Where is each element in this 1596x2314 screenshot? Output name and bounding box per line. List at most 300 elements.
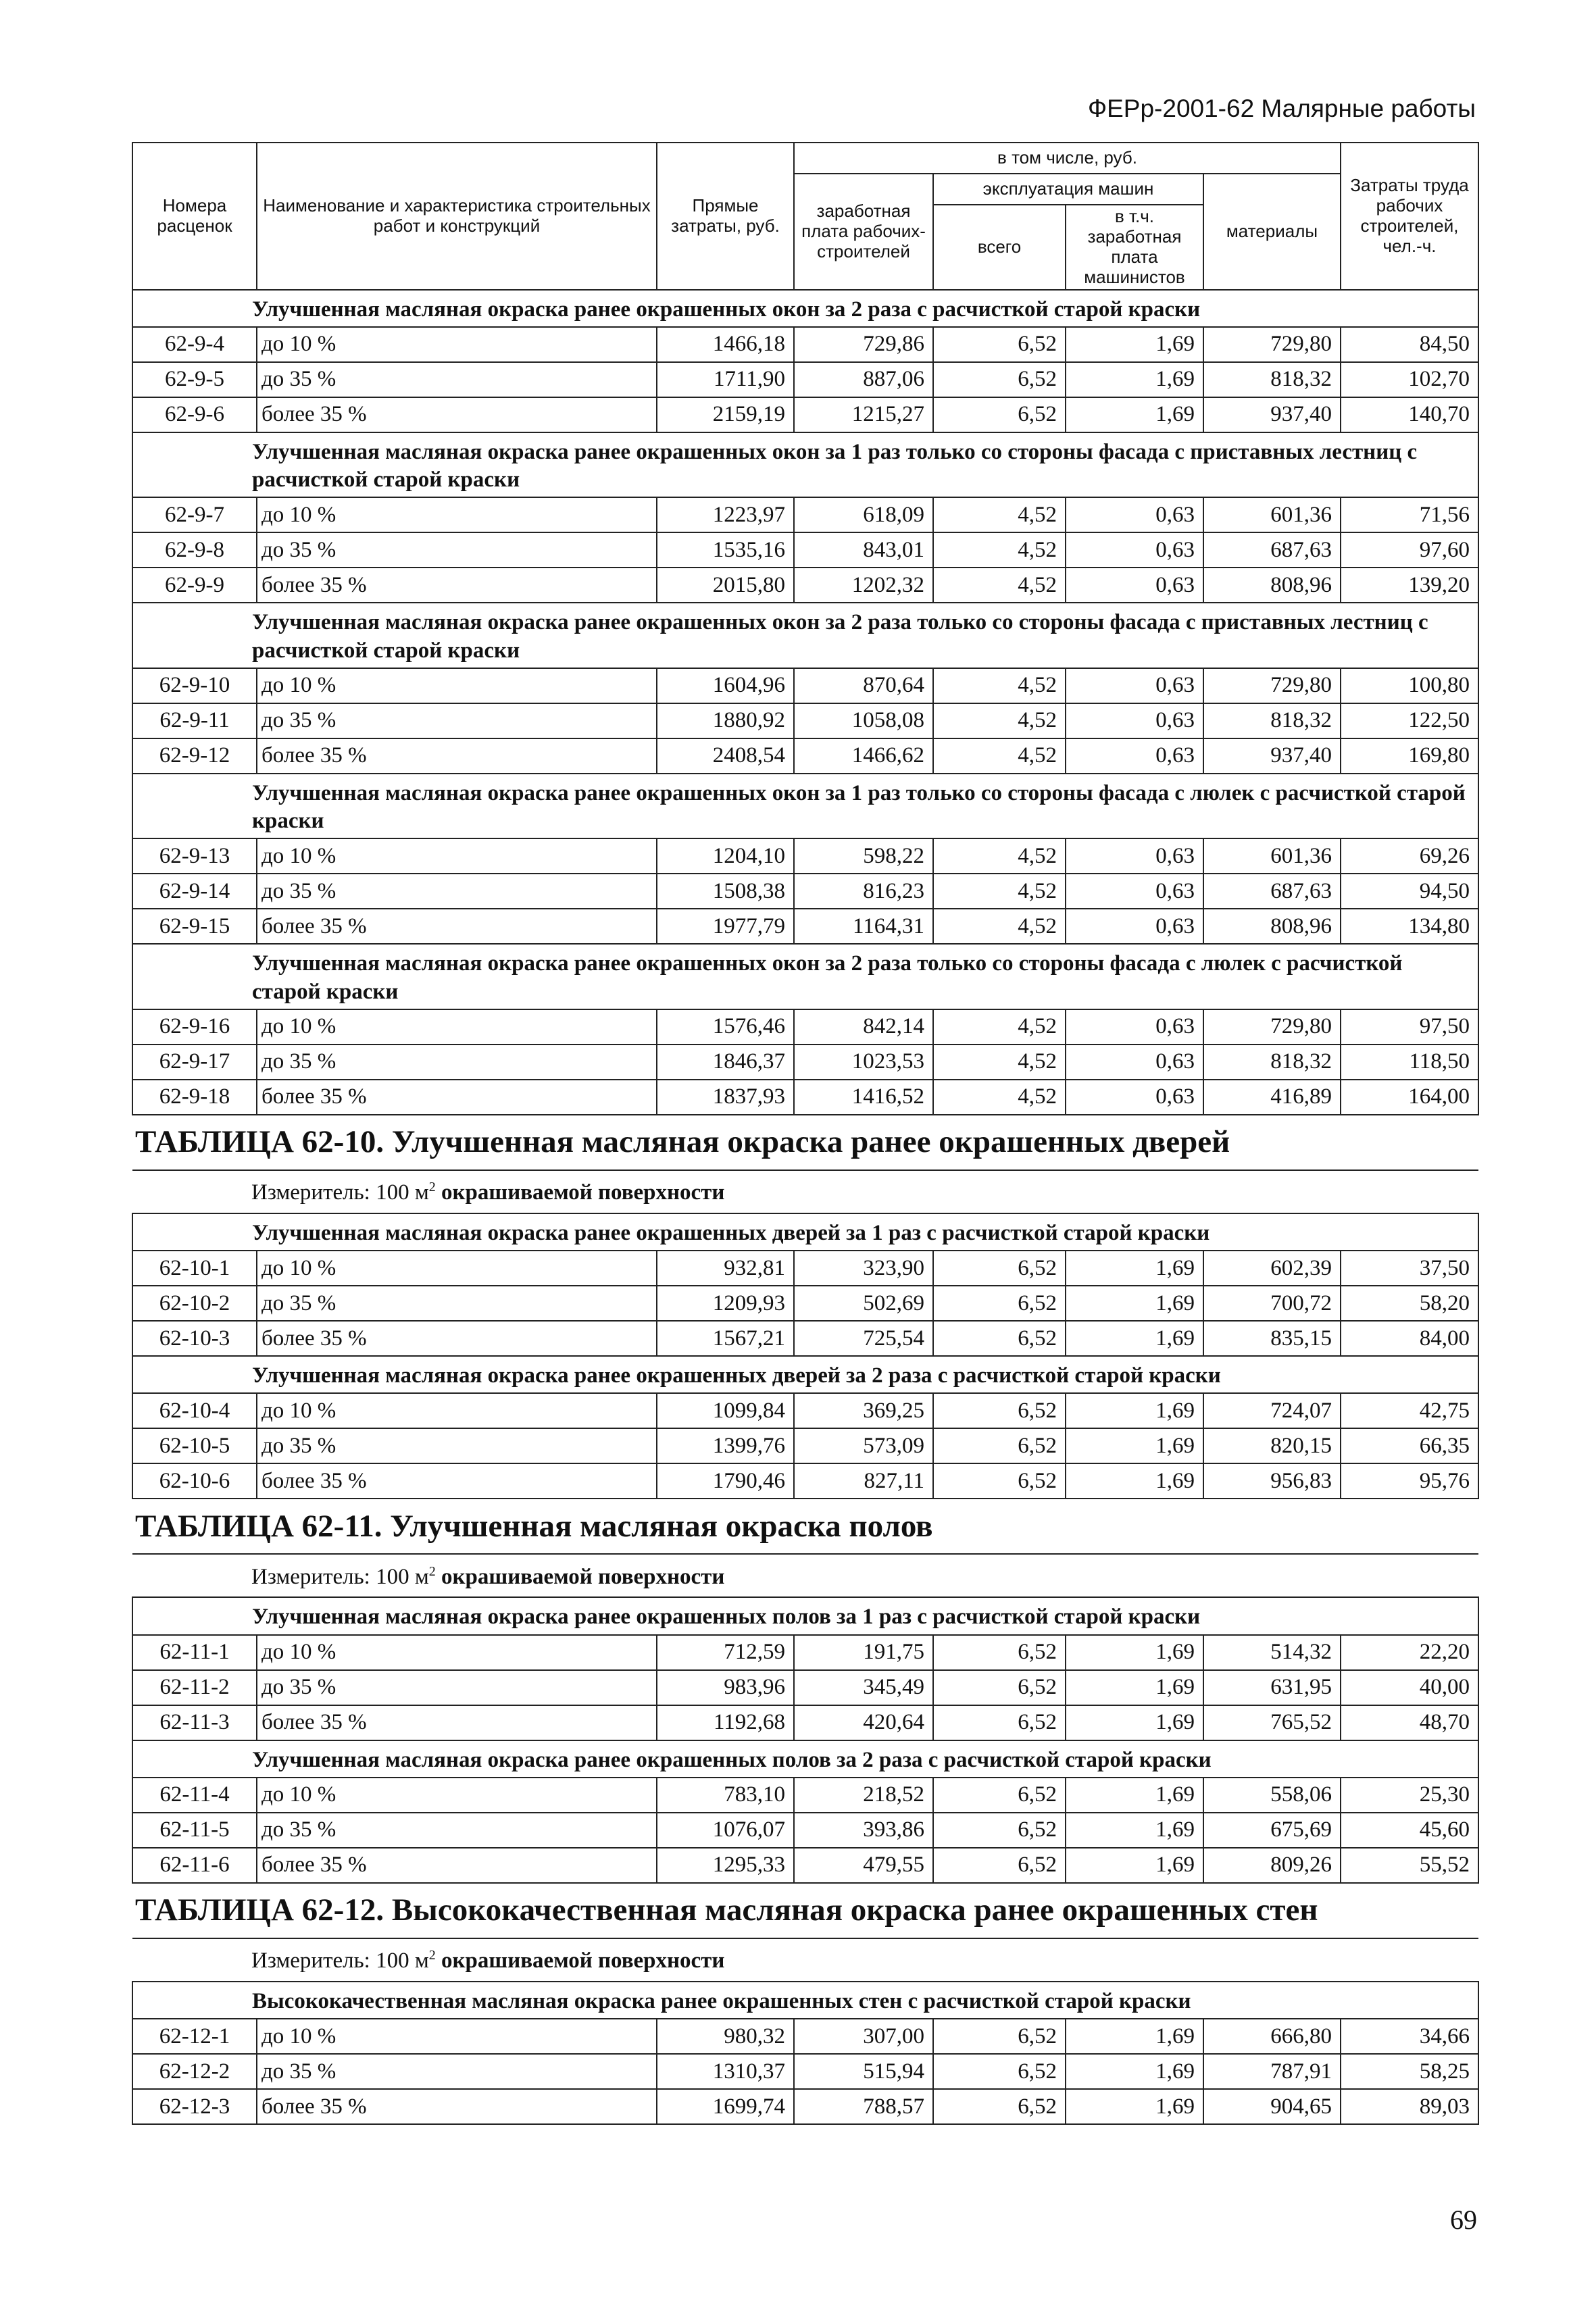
rate-name-cell: более 35 %: [257, 909, 657, 944]
materials-cell: 687,63: [1203, 532, 1341, 568]
rate-name-cell: до 10 %: [257, 1009, 657, 1045]
meter-exponent: 2: [428, 1563, 436, 1579]
labor-costs-cell: 84,50: [1341, 327, 1478, 362]
running-header: ФЕРр-2001-62 Малярные работы: [1087, 95, 1476, 122]
machinists-wages-cell: 1,69: [1066, 1286, 1203, 1321]
table-row: [132, 874, 1478, 909]
meter-suffix: окрашиваемой поверхности: [435, 1180, 725, 1205]
machinists-wages-cell: 1,69: [1066, 397, 1203, 432]
materials-cell: 729,80: [1203, 668, 1341, 703]
machines-total-cell: 4,52: [933, 874, 1066, 909]
section-header-row: [132, 944, 1478, 1009]
machines-total-cell: 6,52: [933, 1778, 1066, 1813]
machinists-wages-cell: 1,69: [1066, 2054, 1203, 2089]
header-machinists-wages: в т.ч. заработная плата машинистов: [1066, 205, 1203, 290]
labor-costs-cell: 97,50: [1341, 1009, 1478, 1045]
rate-code-cell: 62-9-15: [132, 909, 257, 944]
direct-costs-cell: 983,96: [657, 1670, 794, 1705]
direct-costs-cell: 932,81: [657, 1251, 794, 1286]
meter-exponent: 2: [428, 1180, 436, 1195]
rate-name-cell: более 35 %: [257, 1705, 657, 1740]
table-row: [132, 1428, 1478, 1463]
section-title: Улучшенная масляная окраска ранее окрашенных дверей за 1 раз с расчисткой старой краски: [132, 1213, 1478, 1251]
section-header-row: [132, 1213, 1478, 1251]
wages-cell: 502,69: [794, 1286, 933, 1321]
table-row: [132, 327, 1478, 362]
rate-name-cell: более 35 %: [257, 1463, 657, 1499]
table-row: [132, 1393, 1478, 1428]
header-wages: заработная плата рабочих-строителей: [794, 174, 933, 290]
rate-code-cell: 62-10-2: [132, 1286, 257, 1321]
rate-name-cell: до 35 %: [257, 703, 657, 738]
section-title: Улучшенная масляная окраска ранее окрашенных окон за 1 раз только со стороны фасада с приставных лестниц с расчисткой старой краски: [132, 432, 1478, 498]
header-materials: материалы: [1203, 174, 1341, 290]
section-title: Улучшенная масляная окраска ранее окрашенных окон за 2 раза только со стороны фасада с приставных лестниц с расчисткой старой краски: [132, 603, 1478, 668]
machines-total-cell: 6,52: [933, 1286, 1066, 1321]
rate-code-cell: 62-9-6: [132, 397, 257, 432]
materials-cell: 808,96: [1203, 568, 1341, 603]
materials-cell: 687,63: [1203, 874, 1341, 909]
table-title: ТАБЛИЦА 62-11. Улучшенная масляная окраска полов: [132, 1499, 1478, 1554]
section-header-row: [132, 1597, 1478, 1634]
rate-name-cell: до 35 %: [257, 874, 657, 909]
materials-cell: 818,32: [1203, 362, 1341, 397]
table-row: [132, 1635, 1478, 1670]
wages-cell: 1466,62: [794, 738, 933, 774]
table-row: [132, 1463, 1478, 1499]
table-title: ТАБЛИЦА 62-12. Высококачественная масляная окраска ранее окрашенных стен: [132, 1883, 1478, 1938]
materials-cell: 818,32: [1203, 1045, 1341, 1080]
machines-total-cell: 6,52: [933, 1705, 1066, 1740]
machinists-wages-cell: 1,69: [1066, 362, 1203, 397]
direct-costs-cell: 1399,76: [657, 1428, 794, 1463]
materials-cell: 820,15: [1203, 1428, 1341, 1463]
table-row: [132, 1778, 1478, 1813]
wages-cell: 729,86: [794, 327, 933, 362]
wages-cell: 191,75: [794, 1635, 933, 1670]
wages-cell: 573,09: [794, 1428, 933, 1463]
machinists-wages-cell: 1,69: [1066, 2019, 1203, 2054]
meter-exponent: 2: [428, 1948, 436, 1963]
section-header-row: [132, 774, 1478, 839]
rate-name-cell: до 10 %: [257, 497, 657, 532]
table-title-row: [132, 1115, 1478, 1170]
materials-cell: 809,26: [1203, 1848, 1341, 1883]
materials-cell: 416,89: [1203, 1080, 1341, 1115]
header-machines-total: всего: [933, 205, 1066, 290]
rate-code-cell: 62-10-4: [132, 1393, 257, 1428]
machinists-wages-cell: 1,69: [1066, 1251, 1203, 1286]
header-name: Наименование и характеристика строительных работ и конструкций: [257, 143, 657, 290]
table-row: [132, 532, 1478, 568]
wages-cell: 843,01: [794, 532, 933, 568]
section-title: Улучшенная масляная окраска ранее окрашенных полов за 1 раз с расчисткой старой краски: [132, 1597, 1478, 1634]
rate-name-cell: более 35 %: [257, 1321, 657, 1356]
rate-code-cell: 62-9-9: [132, 568, 257, 603]
rate-code-cell: 62-9-12: [132, 738, 257, 774]
wages-cell: 725,54: [794, 1321, 933, 1356]
rate-name-cell: до 10 %: [257, 668, 657, 703]
rate-code-cell: 62-12-1: [132, 2019, 257, 2054]
section-title: Улучшенная масляная окраска ранее окрашенных окон за 1 раз только со стороны фасада с люлек с расчисткой старой краски: [132, 774, 1478, 839]
materials-cell: 601,36: [1203, 838, 1341, 874]
direct-costs-cell: 2159,19: [657, 397, 794, 432]
machines-total-cell: 6,52: [933, 1635, 1066, 1670]
rate-name-cell: до 10 %: [257, 1393, 657, 1428]
machines-total-cell: 6,52: [933, 1251, 1066, 1286]
rate-code-cell: 62-9-5: [132, 362, 257, 397]
rate-code-cell: 62-11-1: [132, 1635, 257, 1670]
machines-total-cell: 6,52: [933, 1321, 1066, 1356]
table-row: [132, 1080, 1478, 1115]
rate-code-cell: 62-11-4: [132, 1778, 257, 1813]
machinists-wages-cell: 1,69: [1066, 1463, 1203, 1499]
direct-costs-cell: 1076,07: [657, 1813, 794, 1848]
rate-name-cell: до 10 %: [257, 1635, 657, 1670]
labor-costs-cell: 58,20: [1341, 1286, 1478, 1321]
materials-cell: 835,15: [1203, 1321, 1341, 1356]
materials-cell: 631,95: [1203, 1670, 1341, 1705]
machinists-wages-cell: 0,63: [1066, 738, 1203, 774]
materials-cell: 514,32: [1203, 1635, 1341, 1670]
rate-code-cell: 62-9-17: [132, 1045, 257, 1080]
rate-code-cell: 62-12-3: [132, 2089, 257, 2124]
header-including: в том числе, руб.: [794, 143, 1341, 174]
machines-total-cell: 4,52: [933, 1009, 1066, 1045]
machines-total-cell: 4,52: [933, 568, 1066, 603]
machines-total-cell: 4,52: [933, 738, 1066, 774]
machinists-wages-cell: 0,63: [1066, 874, 1203, 909]
labor-costs-cell: 89,03: [1341, 2089, 1478, 2124]
direct-costs-cell: 1535,16: [657, 532, 794, 568]
machines-total-cell: 6,52: [933, 1428, 1066, 1463]
table-row: [132, 909, 1478, 944]
direct-costs-cell: 783,10: [657, 1778, 794, 1813]
labor-costs-cell: 25,30: [1341, 1778, 1478, 1813]
materials-cell: 602,39: [1203, 1251, 1341, 1286]
machinists-wages-cell: 0,63: [1066, 568, 1203, 603]
rate-code-cell: 62-10-1: [132, 1251, 257, 1286]
meter-suffix: окрашиваемой поверхности: [435, 1564, 725, 1589]
table-row: [132, 2054, 1478, 2089]
meter-prefix: Измеритель: 100 м: [251, 1948, 429, 1973]
wages-cell: 827,11: [794, 1463, 933, 1499]
machinists-wages-cell: 1,69: [1066, 1321, 1203, 1356]
section-title: Улучшенная масляная окраска ранее окрашенных окон за 2 раза только со стороны фасада с люлек с расчисткой старой краски: [132, 944, 1478, 1009]
section-header-row: [132, 1356, 1478, 1393]
machines-total-cell: 4,52: [933, 1045, 1066, 1080]
materials-cell: 675,69: [1203, 1813, 1341, 1848]
direct-costs-cell: 1204,10: [657, 838, 794, 874]
materials-cell: 765,52: [1203, 1705, 1341, 1740]
rate-name-cell: до 35 %: [257, 1286, 657, 1321]
page-number: 69: [1450, 2205, 1477, 2235]
table-row: [132, 362, 1478, 397]
table-body: [132, 290, 1478, 2125]
direct-costs-cell: 1295,33: [657, 1848, 794, 1883]
machines-total-cell: 4,52: [933, 668, 1066, 703]
rate-name-cell: до 10 %: [257, 1251, 657, 1286]
machines-total-cell: 4,52: [933, 909, 1066, 944]
wages-cell: 420,64: [794, 1705, 933, 1740]
table-row: [132, 1813, 1478, 1848]
rate-code-cell: 62-9-18: [132, 1080, 257, 1115]
machinists-wages-cell: 0,63: [1066, 497, 1203, 532]
machines-total-cell: 6,52: [933, 1463, 1066, 1499]
direct-costs-cell: 2015,80: [657, 568, 794, 603]
wages-cell: 515,94: [794, 2054, 933, 2089]
machines-total-cell: 6,52: [933, 1670, 1066, 1705]
wages-cell: 1416,52: [794, 1080, 933, 1115]
labor-costs-cell: 118,50: [1341, 1045, 1478, 1080]
direct-costs-cell: 2408,54: [657, 738, 794, 774]
machines-total-cell: 6,52: [933, 1813, 1066, 1848]
table-row: [132, 1321, 1478, 1356]
table-row: [132, 568, 1478, 603]
rate-code-cell: 62-9-4: [132, 327, 257, 362]
machinists-wages-cell: 1,69: [1066, 1705, 1203, 1740]
labor-costs-cell: 58,25: [1341, 2054, 1478, 2089]
table-row: [132, 1705, 1478, 1740]
rate-name-cell: более 35 %: [257, 738, 657, 774]
direct-costs-cell: 1192,68: [657, 1705, 794, 1740]
labor-costs-cell: 140,70: [1341, 397, 1478, 432]
table-row: [132, 1009, 1478, 1045]
wages-cell: 842,14: [794, 1009, 933, 1045]
wages-cell: 870,64: [794, 668, 933, 703]
section-header-row: [132, 1740, 1478, 1778]
machines-total-cell: 6,52: [933, 362, 1066, 397]
direct-costs-cell: 1880,92: [657, 703, 794, 738]
rate-code-cell: 62-9-16: [132, 1009, 257, 1045]
rate-name-cell: более 35 %: [257, 2089, 657, 2124]
machines-total-cell: 6,52: [933, 327, 1066, 362]
machinists-wages-cell: 0,63: [1066, 1009, 1203, 1045]
direct-costs-cell: 1567,21: [657, 1321, 794, 1356]
rate-name-cell: до 35 %: [257, 362, 657, 397]
machinists-wages-cell: 1,69: [1066, 1393, 1203, 1428]
materials-cell: 937,40: [1203, 397, 1341, 432]
rate-code-cell: 62-9-10: [132, 668, 257, 703]
wages-cell: 598,22: [794, 838, 933, 874]
wages-cell: 1023,53: [794, 1045, 933, 1080]
materials-cell: 601,36: [1203, 497, 1341, 532]
direct-costs-cell: 1209,93: [657, 1286, 794, 1321]
wages-cell: 816,23: [794, 874, 933, 909]
wages-cell: 369,25: [794, 1393, 933, 1428]
section-title: Улучшенная масляная окраска ранее окрашенных окон за 2 раза с расчисткой старой краски: [132, 290, 1478, 327]
labor-costs-cell: 100,80: [1341, 668, 1478, 703]
table-row: [132, 738, 1478, 774]
labor-costs-cell: 122,50: [1341, 703, 1478, 738]
labor-costs-cell: 84,00: [1341, 1321, 1478, 1356]
section-header-row: [132, 432, 1478, 498]
table-row: [132, 703, 1478, 738]
labor-costs-cell: 97,60: [1341, 532, 1478, 568]
rate-name-cell: более 35 %: [257, 568, 657, 603]
materials-cell: 724,07: [1203, 1393, 1341, 1428]
header-labor: Затраты труда рабочих строителей, чел.-ч.: [1341, 143, 1478, 290]
labor-costs-cell: 69,26: [1341, 838, 1478, 874]
rate-code-cell: 62-9-11: [132, 703, 257, 738]
meter-suffix: окрашиваемой поверхности: [435, 1948, 725, 1973]
wages-cell: 1164,31: [794, 909, 933, 944]
rate-code-cell: 62-9-14: [132, 874, 257, 909]
table-row: [132, 1670, 1478, 1705]
meter-text: [132, 1938, 1478, 1982]
wages-cell: 345,49: [794, 1670, 933, 1705]
direct-costs-cell: 1977,79: [657, 909, 794, 944]
direct-costs-cell: 1711,90: [657, 362, 794, 397]
wages-cell: 1058,08: [794, 703, 933, 738]
table-header: [132, 143, 1478, 290]
labor-costs-cell: 42,75: [1341, 1393, 1478, 1428]
table-row: [132, 668, 1478, 703]
direct-costs-cell: 712,59: [657, 1635, 794, 1670]
section-title: Улучшенная масляная окраска ранее окрашенных дверей за 2 раза с расчисткой старой краски: [132, 1356, 1478, 1393]
meter-row: [132, 1170, 1478, 1213]
machinists-wages-cell: 1,69: [1066, 1635, 1203, 1670]
wages-cell: 323,90: [794, 1251, 933, 1286]
rate-name-cell: более 35 %: [257, 1080, 657, 1115]
machinists-wages-cell: 1,69: [1066, 1813, 1203, 1848]
machines-total-cell: 6,52: [933, 2054, 1066, 2089]
wages-cell: 218,52: [794, 1778, 933, 1813]
table-row: [132, 2019, 1478, 2054]
direct-costs-cell: 1466,18: [657, 327, 794, 362]
materials-cell: 904,65: [1203, 2089, 1341, 2124]
machinists-wages-cell: 0,63: [1066, 838, 1203, 874]
section-header-row: [132, 290, 1478, 327]
direct-costs-cell: 1576,46: [657, 1009, 794, 1045]
machines-total-cell: 4,52: [933, 497, 1066, 532]
table-title: ТАБЛИЦА 62-10. Улучшенная масляная окраска ранее окрашенных дверей: [132, 1115, 1478, 1170]
labor-costs-cell: 37,50: [1341, 1251, 1478, 1286]
labor-costs-cell: 40,00: [1341, 1670, 1478, 1705]
rate-name-cell: до 10 %: [257, 1778, 657, 1813]
materials-cell: 729,80: [1203, 1009, 1341, 1045]
machinists-wages-cell: 0,63: [1066, 1045, 1203, 1080]
direct-costs-cell: 1604,96: [657, 668, 794, 703]
table-row: [132, 2089, 1478, 2124]
labor-costs-cell: 139,20: [1341, 568, 1478, 603]
materials-cell: 956,83: [1203, 1463, 1341, 1499]
direct-costs-cell: 1699,74: [657, 2089, 794, 2124]
wages-cell: 788,57: [794, 2089, 933, 2124]
materials-cell: 700,72: [1203, 1286, 1341, 1321]
table-row: [132, 1848, 1478, 1883]
materials-cell: 558,06: [1203, 1778, 1341, 1813]
direct-costs-cell: 980,32: [657, 2019, 794, 2054]
materials-cell: 818,32: [1203, 703, 1341, 738]
wages-cell: 393,86: [794, 1813, 933, 1848]
wages-cell: 479,55: [794, 1848, 933, 1883]
labor-costs-cell: 22,20: [1341, 1635, 1478, 1670]
materials-cell: 787,91: [1203, 2054, 1341, 2089]
labor-costs-cell: 169,80: [1341, 738, 1478, 774]
labor-costs-cell: 55,52: [1341, 1848, 1478, 1883]
direct-costs-cell: 1790,46: [657, 1463, 794, 1499]
table-row: [132, 838, 1478, 874]
machines-total-cell: 4,52: [933, 1080, 1066, 1115]
machinists-wages-cell: 1,69: [1066, 327, 1203, 362]
machinists-wages-cell: 0,63: [1066, 532, 1203, 568]
wages-cell: 887,06: [794, 362, 933, 397]
rate-name-cell: до 10 %: [257, 2019, 657, 2054]
machinists-wages-cell: 0,63: [1066, 703, 1203, 738]
direct-costs-cell: 1310,37: [657, 2054, 794, 2089]
rate-code-cell: 62-9-8: [132, 532, 257, 568]
table-title-row: [132, 1883, 1478, 1938]
materials-cell: 937,40: [1203, 738, 1341, 774]
rate-code-cell: 62-11-3: [132, 1705, 257, 1740]
meter-row: [132, 1938, 1478, 1982]
labor-costs-cell: 34,66: [1341, 2019, 1478, 2054]
rate-code-cell: 62-12-2: [132, 2054, 257, 2089]
labor-costs-cell: 134,80: [1341, 909, 1478, 944]
meter-text: [132, 1170, 1478, 1213]
rate-code-cell: 62-9-13: [132, 838, 257, 874]
rate-name-cell: до 35 %: [257, 1428, 657, 1463]
machinists-wages-cell: 1,69: [1066, 1670, 1203, 1705]
rate-code-cell: 62-10-3: [132, 1321, 257, 1356]
wages-cell: 1215,27: [794, 397, 933, 432]
rates-table: [132, 142, 1479, 2125]
rate-name-cell: до 35 %: [257, 1045, 657, 1080]
wages-cell: 1202,32: [794, 568, 933, 603]
table-row: [132, 1045, 1478, 1080]
labor-costs-cell: 45,60: [1341, 1813, 1478, 1848]
wages-cell: 307,00: [794, 2019, 933, 2054]
machinists-wages-cell: 0,63: [1066, 909, 1203, 944]
meter-prefix: Измеритель: 100 м: [251, 1564, 429, 1589]
table-row: [132, 1251, 1478, 1286]
machines-total-cell: 4,52: [933, 838, 1066, 874]
table-row: [132, 397, 1478, 432]
machines-total-cell: 6,52: [933, 1393, 1066, 1428]
machinists-wages-cell: 1,69: [1066, 2089, 1203, 2124]
machinists-wages-cell: 1,69: [1066, 1848, 1203, 1883]
direct-costs-cell: 1099,84: [657, 1393, 794, 1428]
meter-prefix: Измеритель: 100 м: [251, 1180, 429, 1205]
rate-name-cell: до 35 %: [257, 1813, 657, 1848]
materials-cell: 729,80: [1203, 327, 1341, 362]
direct-costs-cell: 1508,38: [657, 874, 794, 909]
machines-total-cell: 6,52: [933, 1848, 1066, 1883]
rate-code-cell: 62-11-5: [132, 1813, 257, 1848]
machines-total-cell: 6,52: [933, 2089, 1066, 2124]
direct-costs-cell: 1223,97: [657, 497, 794, 532]
labor-costs-cell: 66,35: [1341, 1428, 1478, 1463]
labor-costs-cell: 71,56: [1341, 497, 1478, 532]
rate-name-cell: до 10 %: [257, 838, 657, 874]
rate-name-cell: до 35 %: [257, 532, 657, 568]
machines-total-cell: 6,52: [933, 2019, 1066, 2054]
machines-total-cell: 4,52: [933, 703, 1066, 738]
machines-total-cell: 4,52: [933, 532, 1066, 568]
rate-name-cell: более 35 %: [257, 397, 657, 432]
direct-costs-cell: 1837,93: [657, 1080, 794, 1115]
rate-code-cell: 62-11-2: [132, 1670, 257, 1705]
section-title: Высококачественная масляная окраска ранее окрашенных стен с расчисткой старой краски: [132, 1982, 1478, 2019]
meter-row: [132, 1554, 1478, 1597]
rate-name-cell: до 35 %: [257, 1670, 657, 1705]
header-direct-costs: Прямые затраты, руб.: [657, 143, 794, 290]
meter-text: [132, 1554, 1478, 1597]
rate-name-cell: до 35 %: [257, 2054, 657, 2089]
machinists-wages-cell: 0,63: [1066, 1080, 1203, 1115]
labor-costs-cell: 95,76: [1341, 1463, 1478, 1499]
